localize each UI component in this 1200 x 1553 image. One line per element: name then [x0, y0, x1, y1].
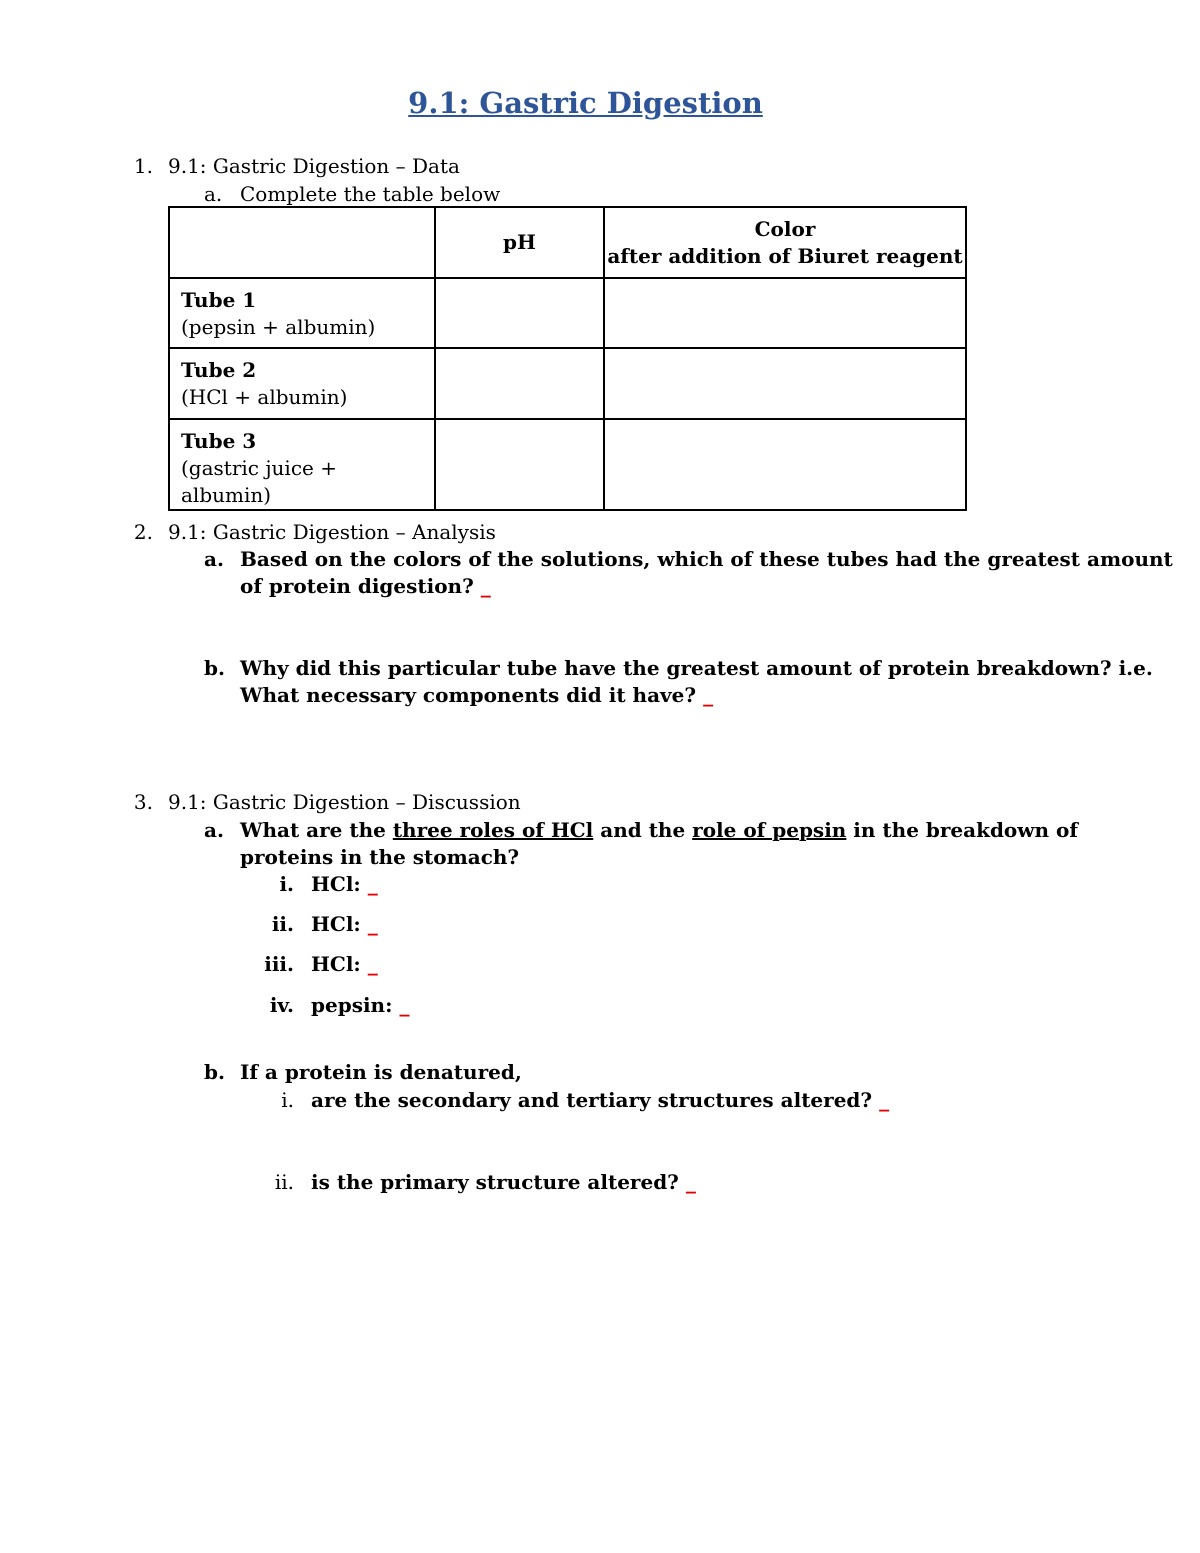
role-2-numeral: ii.	[271, 912, 294, 936]
color-header-line1: Color	[754, 216, 816, 241]
question-2a	[240, 573, 491, 600]
role-4-label: pepsin:	[311, 993, 393, 1017]
question-3b-i-numeral: i.	[281, 1088, 294, 1112]
section-2-heading: 9.1: Gastric Digestion – Analysis	[168, 520, 496, 544]
section-2b-letter: b.	[204, 656, 225, 680]
question-3a-line1	[240, 817, 1078, 844]
tube-1-ph-cell[interactable]	[435, 278, 604, 348]
section-1a-letter: a.	[204, 182, 223, 206]
role-4	[311, 992, 409, 1019]
section-1-heading: 9.1: Gastric Digestion – Data	[168, 154, 460, 178]
tube-3-name: Tube 3	[181, 429, 257, 453]
tube-1-label-cell	[169, 278, 435, 348]
section-3b-letter: b.	[204, 1060, 225, 1084]
answer-blank-3b-i[interactable]: _	[879, 1088, 890, 1112]
question-3a-text-2: and the	[593, 818, 693, 842]
answer-blank-role-3[interactable]: _	[367, 952, 378, 976]
question-3a-text-3: in the breakdown of	[846, 818, 1078, 842]
page-title: 9.1: Gastric Digestion	[408, 86, 763, 120]
role-3-numeral: iii.	[264, 952, 294, 976]
role-4-numeral: iv.	[269, 993, 294, 1017]
color-header-line2: after addition of Biuret reagent	[607, 243, 963, 268]
question-3b-ii	[311, 1169, 696, 1196]
answer-blank-2b[interactable]: _	[703, 683, 714, 707]
question-3a-line2: proteins in the stomach?	[240, 845, 520, 869]
table-instruction: Complete the table below	[240, 182, 501, 206]
section-3-heading: 9.1: Gastric Digestion – Discussion	[168, 790, 521, 814]
tube-1-contents: (pepsin + albumin)	[181, 315, 376, 339]
tube-3-label-cell	[169, 419, 435, 510]
question-3b-ii-text: is the primary structure altered?	[311, 1170, 679, 1194]
question-2b-line2: What necessary components did it have?	[240, 683, 697, 707]
question-3b-i	[311, 1087, 889, 1114]
tube-1-name: Tube 1	[181, 288, 257, 312]
answer-blank-role-2[interactable]: _	[367, 912, 378, 936]
three-roles-of-hcl-emphasis: three roles of HCl	[392, 818, 594, 842]
role-3	[311, 951, 378, 978]
answer-blank-role-4[interactable]: _	[399, 993, 410, 1017]
ph-header-label: pH	[503, 230, 536, 254]
role-2-label: HCl:	[311, 912, 361, 936]
tube-2-label-cell	[169, 348, 435, 419]
section-2a-letter: a.	[204, 547, 224, 571]
tube-2-ph-cell[interactable]	[435, 348, 604, 419]
answer-blank-2a[interactable]: _	[480, 574, 491, 598]
role-1-numeral: i.	[279, 872, 294, 896]
question-3a-text-1: What are the	[240, 818, 393, 842]
answer-blank-3b-ii[interactable]: _	[685, 1170, 696, 1194]
color-header	[604, 207, 966, 278]
section-3-number: 3.	[133, 790, 153, 814]
tube-2-name: Tube 2	[181, 358, 257, 382]
table-corner-cell	[169, 207, 435, 278]
role-3-label: HCl:	[311, 952, 361, 976]
tube-3-ph-cell[interactable]	[435, 419, 604, 510]
question-3b-ii-numeral: ii.	[274, 1170, 294, 1194]
question-2b-line1: Why did this particular tube have the greatest amount of protein breakdown? i.e.	[240, 656, 1153, 680]
question-3b-i-text: are the secondary and tertiary structures altered?	[311, 1088, 873, 1112]
role-2	[311, 911, 378, 938]
tube-3-color-cell[interactable]	[604, 419, 966, 510]
tube-2-color-cell[interactable]	[604, 348, 966, 419]
role-1-label: HCl:	[311, 872, 361, 896]
answer-blank-role-1[interactable]: _	[367, 872, 378, 896]
question-2a-line2: of protein digestion?	[240, 574, 474, 598]
section-2-number: 2.	[133, 520, 153, 544]
question-2b	[240, 682, 713, 709]
role-1	[311, 871, 378, 898]
role-of-pepsin-emphasis: role of pepsin	[692, 818, 847, 842]
section-3a-letter: a.	[204, 818, 224, 842]
ph-header	[435, 207, 604, 278]
question-2a-line1: Based on the colors of the solutions, which of these tubes had the greatest amount	[240, 547, 1173, 571]
tube-3-contents: (gastric juice + albumin)	[181, 456, 337, 507]
tube-2-contents: (HCl + albumin)	[181, 385, 348, 409]
data-table	[168, 206, 967, 511]
section-1-number: 1.	[133, 154, 153, 178]
question-3b-text: If a protein is denatured,	[240, 1060, 522, 1084]
tube-1-color-cell[interactable]	[604, 278, 966, 348]
